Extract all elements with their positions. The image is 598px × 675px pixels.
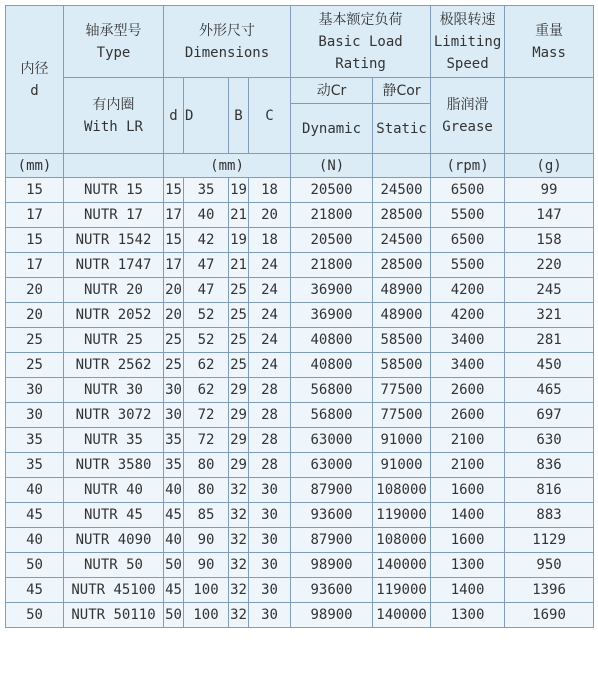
- table-row: [6, 228, 594, 253]
- cell-D: 90: [184, 528, 229, 553]
- cell-mass: 816: [505, 478, 594, 503]
- cell-C: 30: [249, 553, 291, 578]
- cell-static: 119000: [373, 503, 431, 528]
- table-row: [6, 478, 594, 503]
- cell-dynamic: 56800: [291, 378, 373, 403]
- unit-g: (g): [505, 154, 594, 178]
- cell-mass: 1690: [505, 603, 594, 628]
- unit-model-blank: [64, 154, 164, 178]
- cell-inner-d: 35: [6, 453, 64, 478]
- header-grease: 脂润滑 Grease: [431, 78, 505, 154]
- cell-model: NUTR 15: [64, 178, 164, 203]
- cell-C: 20: [249, 203, 291, 228]
- table-row: [6, 303, 594, 328]
- cell-d: 30: [164, 403, 184, 428]
- cell-d: 35: [164, 428, 184, 453]
- cell-mass: 465: [505, 378, 594, 403]
- cell-inner-d: 15: [6, 178, 64, 203]
- cell-C: 18: [249, 178, 291, 203]
- cell-mass: 1396: [505, 578, 594, 603]
- cell-model: NUTR 45100: [64, 578, 164, 603]
- cell-mass: 450: [505, 353, 594, 378]
- header-dynamic-cr: 动Cr: [291, 78, 373, 104]
- header-load-rating: 基本额定负荷 Basic Load Rating: [291, 6, 431, 78]
- cell-model: NUTR 30: [64, 378, 164, 403]
- bearing-spec-table: [5, 5, 594, 628]
- cell-static: 91000: [373, 453, 431, 478]
- cell-static: 119000: [373, 578, 431, 603]
- cell-inner-d: 20: [6, 278, 64, 303]
- cell-C: 30: [249, 578, 291, 603]
- table-row: [6, 353, 594, 378]
- cell-D: 52: [184, 303, 229, 328]
- cell-D: 62: [184, 353, 229, 378]
- header-col-C: C: [249, 78, 291, 154]
- cell-D: 85: [184, 503, 229, 528]
- cell-dynamic: 20500: [291, 228, 373, 253]
- cell-static: 58500: [373, 353, 431, 378]
- table-body: [6, 178, 594, 628]
- cell-d: 20: [164, 303, 184, 328]
- cell-static: 91000: [373, 428, 431, 453]
- cell-D: 80: [184, 478, 229, 503]
- cell-grease-speed: 1400: [431, 503, 505, 528]
- cell-C: 24: [249, 253, 291, 278]
- cell-d: 45: [164, 578, 184, 603]
- cell-inner-d: 45: [6, 503, 64, 528]
- cell-grease-speed: 2600: [431, 403, 505, 428]
- cell-inner-d: 25: [6, 328, 64, 353]
- cell-D: 100: [184, 603, 229, 628]
- cell-inner-d: 35: [6, 428, 64, 453]
- header-dynamic: Dynamic: [291, 104, 373, 154]
- cell-grease-speed: 4200: [431, 278, 505, 303]
- cell-dynamic: 63000: [291, 453, 373, 478]
- cell-dynamic: 40800: [291, 328, 373, 353]
- cell-inner-d: 50: [6, 603, 64, 628]
- header-col-D: D: [184, 78, 229, 154]
- header-static-cor: 静Cor: [373, 78, 431, 104]
- cell-inner-d: 30: [6, 378, 64, 403]
- cell-D: 52: [184, 328, 229, 353]
- cell-dynamic: 20500: [291, 178, 373, 203]
- table-row: [6, 428, 594, 453]
- table-row: [6, 528, 594, 553]
- cell-d: 17: [164, 253, 184, 278]
- cell-grease-speed: 1300: [431, 553, 505, 578]
- table-row: [6, 203, 594, 228]
- cell-D: 80: [184, 453, 229, 478]
- cell-grease-speed: 6500: [431, 228, 505, 253]
- cell-model: NUTR 45: [64, 503, 164, 528]
- cell-inner-d: 17: [6, 253, 64, 278]
- header-dimensions: 外形尺寸 Dimensions: [164, 6, 291, 78]
- cell-dynamic: 36900: [291, 278, 373, 303]
- cell-d: 50: [164, 553, 184, 578]
- cell-dynamic: 36900: [291, 303, 373, 328]
- cell-grease-speed: 2100: [431, 453, 505, 478]
- unit-rpm: (rpm): [431, 154, 505, 178]
- cell-mass: 220: [505, 253, 594, 278]
- cell-mass: 950: [505, 553, 594, 578]
- cell-static: 24500: [373, 228, 431, 253]
- cell-C: 30: [249, 478, 291, 503]
- cell-dynamic: 56800: [291, 403, 373, 428]
- cell-B: 32: [229, 553, 249, 578]
- cell-dynamic: 93600: [291, 578, 373, 603]
- cell-model: NUTR 40: [64, 478, 164, 503]
- cell-B: 32: [229, 478, 249, 503]
- cell-model: NUTR 1542: [64, 228, 164, 253]
- cell-D: 35: [184, 178, 229, 203]
- cell-static: 77500: [373, 403, 431, 428]
- cell-grease-speed: 3400: [431, 328, 505, 353]
- cell-B: 25: [229, 303, 249, 328]
- cell-mass: 158: [505, 228, 594, 253]
- cell-grease-speed: 5500: [431, 253, 505, 278]
- cell-d: 40: [164, 478, 184, 503]
- header-inner-diameter: 内径 d: [6, 6, 64, 154]
- cell-C: 28: [249, 428, 291, 453]
- cell-grease-speed: 2100: [431, 428, 505, 453]
- cell-B: 25: [229, 328, 249, 353]
- cell-B: 29: [229, 428, 249, 453]
- cell-d: 15: [164, 178, 184, 203]
- cell-model: NUTR 1747: [64, 253, 164, 278]
- cell-dynamic: 87900: [291, 478, 373, 503]
- cell-C: 30: [249, 503, 291, 528]
- table-row: [6, 403, 594, 428]
- table-row: [6, 503, 594, 528]
- cell-model: NUTR 3580: [64, 453, 164, 478]
- cell-D: 100: [184, 578, 229, 603]
- cell-static: 140000: [373, 603, 431, 628]
- table-header: [6, 6, 594, 178]
- cell-d: 35: [164, 453, 184, 478]
- unit-static-blank: [373, 154, 431, 178]
- cell-model: NUTR 20: [64, 278, 164, 303]
- cell-C: 28: [249, 378, 291, 403]
- cell-model: NUTR 35: [64, 428, 164, 453]
- cell-static: 48900: [373, 303, 431, 328]
- cell-mass: 321: [505, 303, 594, 328]
- cell-mass: 630: [505, 428, 594, 453]
- cell-inner-d: 40: [6, 528, 64, 553]
- cell-static: 108000: [373, 528, 431, 553]
- table-row: [6, 603, 594, 628]
- cell-model: NUTR 25: [64, 328, 164, 353]
- cell-dynamic: 21800: [291, 203, 373, 228]
- cell-dynamic: 63000: [291, 428, 373, 453]
- cell-B: 32: [229, 528, 249, 553]
- cell-inner-d: 17: [6, 203, 64, 228]
- cell-d: 25: [164, 353, 184, 378]
- cell-d: 25: [164, 328, 184, 353]
- cell-dynamic: 98900: [291, 603, 373, 628]
- cell-mass: 883: [505, 503, 594, 528]
- cell-static: 24500: [373, 178, 431, 203]
- cell-grease-speed: 1400: [431, 578, 505, 603]
- cell-B: 32: [229, 578, 249, 603]
- cell-d: 17: [164, 203, 184, 228]
- cell-grease-speed: 4200: [431, 303, 505, 328]
- cell-grease-speed: 1600: [431, 528, 505, 553]
- header-mass-spacer: [505, 78, 594, 154]
- cell-model: NUTR 50110: [64, 603, 164, 628]
- cell-d: 15: [164, 228, 184, 253]
- cell-model: NUTR 4090: [64, 528, 164, 553]
- cell-inner-d: 30: [6, 403, 64, 428]
- table-row: [6, 178, 594, 203]
- cell-D: 72: [184, 428, 229, 453]
- cell-grease-speed: 1300: [431, 603, 505, 628]
- cell-mass: 1129: [505, 528, 594, 553]
- cell-grease-speed: 1600: [431, 478, 505, 503]
- cell-static: 77500: [373, 378, 431, 403]
- cell-mass: 245: [505, 278, 594, 303]
- cell-B: 29: [229, 378, 249, 403]
- cell-C: 24: [249, 353, 291, 378]
- cell-B: 25: [229, 353, 249, 378]
- cell-dynamic: 87900: [291, 528, 373, 553]
- cell-grease-speed: 6500: [431, 178, 505, 203]
- cell-model: NUTR 2562: [64, 353, 164, 378]
- cell-d: 20: [164, 278, 184, 303]
- cell-mass: 697: [505, 403, 594, 428]
- unit-mm-dims: (mm): [164, 154, 291, 178]
- cell-B: 29: [229, 453, 249, 478]
- cell-D: 42: [184, 228, 229, 253]
- header-with-lr: 有内圈 With LR: [64, 78, 164, 154]
- table-row: [6, 553, 594, 578]
- cell-dynamic: 98900: [291, 553, 373, 578]
- table-row: [6, 378, 594, 403]
- table-row: [6, 578, 594, 603]
- unit-n: (N): [291, 154, 373, 178]
- cell-grease-speed: 3400: [431, 353, 505, 378]
- cell-B: 29: [229, 403, 249, 428]
- cell-mass: 147: [505, 203, 594, 228]
- cell-dynamic: 21800: [291, 253, 373, 278]
- cell-D: 47: [184, 253, 229, 278]
- cell-static: 28500: [373, 203, 431, 228]
- cell-B: 21: [229, 253, 249, 278]
- cell-d: 40: [164, 528, 184, 553]
- cell-C: 24: [249, 278, 291, 303]
- header-col-B: B: [229, 78, 249, 154]
- cell-inner-d: 40: [6, 478, 64, 503]
- cell-model: NUTR 50: [64, 553, 164, 578]
- table-row: [6, 278, 594, 303]
- cell-C: 28: [249, 453, 291, 478]
- cell-mass: 281: [505, 328, 594, 353]
- cell-inner-d: 15: [6, 228, 64, 253]
- cell-B: 32: [229, 503, 249, 528]
- table-row: [6, 253, 594, 278]
- cell-dynamic: 93600: [291, 503, 373, 528]
- cell-D: 62: [184, 378, 229, 403]
- header-model: 轴承型号 Type: [64, 6, 164, 78]
- cell-d: 50: [164, 603, 184, 628]
- cell-inner-d: 25: [6, 353, 64, 378]
- table-row: [6, 328, 594, 353]
- cell-inner-d: 50: [6, 553, 64, 578]
- cell-grease-speed: 2600: [431, 378, 505, 403]
- cell-D: 90: [184, 553, 229, 578]
- cell-D: 72: [184, 403, 229, 428]
- cell-C: 24: [249, 303, 291, 328]
- cell-static: 48900: [373, 278, 431, 303]
- cell-dynamic: 40800: [291, 353, 373, 378]
- unit-mm-inner: (mm): [6, 154, 64, 178]
- cell-model: NUTR 2052: [64, 303, 164, 328]
- cell-B: 19: [229, 228, 249, 253]
- cell-B: 25: [229, 278, 249, 303]
- cell-C: 28: [249, 403, 291, 428]
- cell-grease-speed: 5500: [431, 203, 505, 228]
- header-static: Static: [373, 104, 431, 154]
- cell-C: 18: [249, 228, 291, 253]
- cell-B: 32: [229, 603, 249, 628]
- cell-D: 47: [184, 278, 229, 303]
- cell-mass: 99: [505, 178, 594, 203]
- cell-static: 140000: [373, 553, 431, 578]
- cell-B: 19: [229, 178, 249, 203]
- table-row: [6, 453, 594, 478]
- cell-model: NUTR 17: [64, 203, 164, 228]
- cell-inner-d: 45: [6, 578, 64, 603]
- header-limiting-speed: 极限转速 Limiting Speed: [431, 6, 505, 78]
- cell-d: 30: [164, 378, 184, 403]
- cell-mass: 836: [505, 453, 594, 478]
- cell-model: NUTR 3072: [64, 403, 164, 428]
- cell-static: 28500: [373, 253, 431, 278]
- cell-C: 30: [249, 603, 291, 628]
- cell-static: 108000: [373, 478, 431, 503]
- cell-inner-d: 20: [6, 303, 64, 328]
- cell-d: 45: [164, 503, 184, 528]
- cell-B: 21: [229, 203, 249, 228]
- cell-C: 24: [249, 328, 291, 353]
- cell-D: 40: [184, 203, 229, 228]
- header-mass: 重量 Mass: [505, 6, 594, 78]
- cell-static: 58500: [373, 328, 431, 353]
- cell-C: 30: [249, 528, 291, 553]
- header-col-d: d: [164, 78, 184, 154]
